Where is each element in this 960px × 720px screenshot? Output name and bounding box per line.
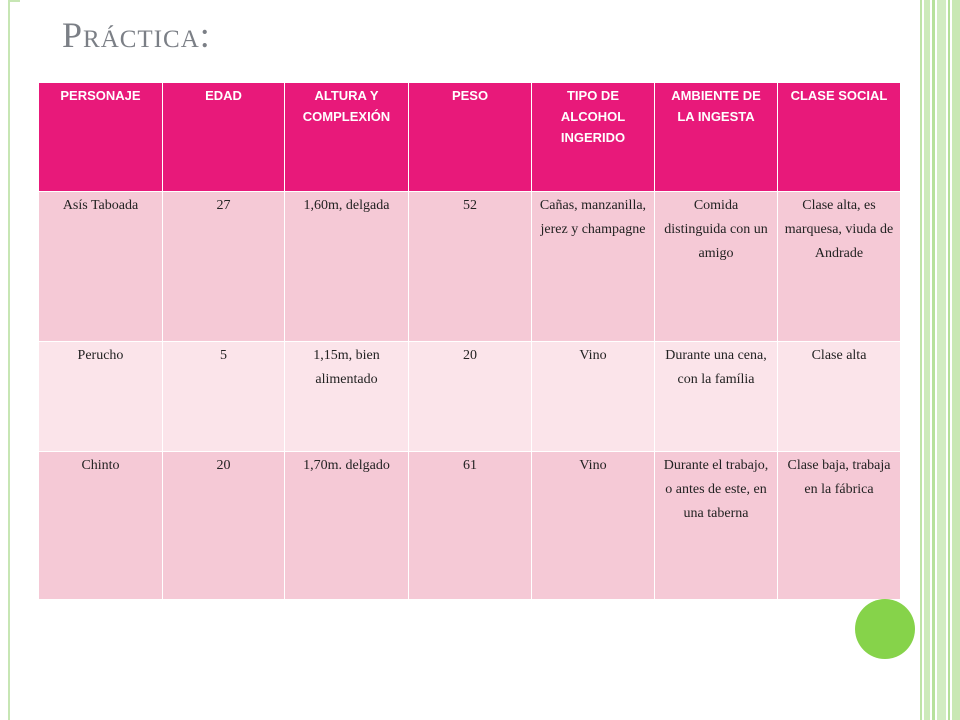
decorative-green-circle: [855, 599, 915, 659]
cell-ambiente: Durante una cena, con la família: [655, 341, 778, 452]
header-tipo-alcohol: TIPO DE ALCOHOL INGERIDO: [532, 83, 655, 192]
cell-peso: 20: [409, 341, 532, 452]
header-altura: ALTURA Y COMPLEXIÓN: [285, 83, 409, 192]
cell-altura: 1,60m, delgada: [285, 192, 409, 342]
table-row: [39, 452, 901, 600]
cell-personaje: Perucho: [39, 341, 163, 452]
table-row: [39, 192, 901, 342]
header-ambiente: AMBIENTE DE LA INGESTA: [655, 83, 778, 192]
table-row: [39, 341, 901, 452]
slide-title: Práctica:: [62, 15, 211, 55]
header-edad: EDAD: [163, 83, 285, 192]
frame-right-stripes: [920, 0, 960, 720]
cell-ambiente: Durante el trabajo, o antes de este, en una taberna: [655, 452, 778, 600]
cell-peso: 52: [409, 192, 532, 342]
cell-clase-social: Clase alta, es marquesa, viuda de Andrade: [778, 192, 901, 342]
cell-clase-social: Clase baja, trabaja en la fábrica: [778, 452, 901, 600]
stripe: [952, 0, 960, 720]
stripe: [932, 0, 935, 720]
cell-tipo-alcohol: Vino: [532, 341, 655, 452]
characters-table-container: [38, 82, 900, 600]
cell-altura: 1,70m. delgado: [285, 452, 409, 600]
frame-top-line: [8, 0, 20, 2]
cell-edad: 20: [163, 452, 285, 600]
cell-edad: 5: [163, 341, 285, 452]
cell-edad: 27: [163, 192, 285, 342]
cell-personaje: Chinto: [39, 452, 163, 600]
table-header-row: [39, 83, 901, 192]
stripe: [948, 0, 950, 720]
header-peso: PESO: [409, 83, 532, 192]
characters-table: [38, 82, 901, 600]
cell-peso: 61: [409, 452, 532, 600]
cell-altura: 1,15m, bien alimentado: [285, 341, 409, 452]
cell-tipo-alcohol: Vino: [532, 452, 655, 600]
cell-tipo-alcohol: Cañas, manzanilla, jerez y champagne: [532, 192, 655, 342]
cell-personaje: Asís Taboada: [39, 192, 163, 342]
frame-left-line: [8, 0, 10, 720]
stripe: [920, 0, 922, 720]
cell-ambiente: Comida distinguida con un amigo: [655, 192, 778, 342]
header-personaje: PERSONAJE: [39, 83, 163, 192]
stripe: [937, 0, 946, 720]
header-clase-social: CLASE SOCIAL: [778, 83, 901, 192]
cell-clase-social: Clase alta: [778, 341, 901, 452]
stripe: [924, 0, 930, 720]
